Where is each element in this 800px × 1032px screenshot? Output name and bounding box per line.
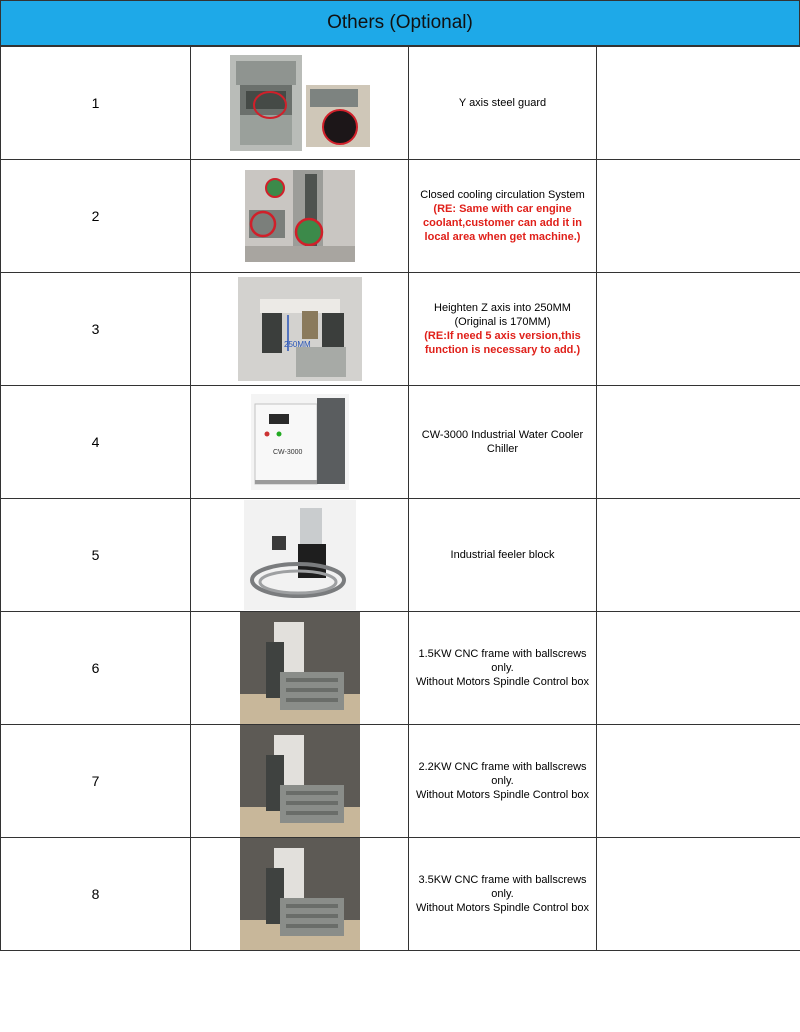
description-line: Without Motors Spindle Control box [415,789,590,801]
product-photo-cell [191,47,409,160]
table-row [1,612,800,725]
table-row [1,386,800,499]
remark-line: coolant,customer can add it in [423,217,582,229]
empty-cell [597,612,800,725]
table-row [1,838,800,951]
row-number: 3 [1,273,191,386]
empty-cell [597,838,800,951]
table-row [1,273,800,386]
y-axis-guard-photo [230,55,370,151]
row-number: 5 [1,499,191,612]
empty-cell [597,386,800,499]
description-line: Without Motors Spindle Control box [415,902,590,914]
product-photo-cell [191,499,409,612]
product-photo-cell [191,386,409,499]
description-cell [409,273,597,386]
row-number: 8 [1,838,191,951]
feeler-block-photo [244,500,356,610]
description-line: (Original is 170MM) [454,316,551,328]
description-line: only. [491,888,514,900]
description-line: 2.2KW CNC frame with ballscrews [418,761,587,773]
row-number: 4 [1,386,191,499]
remark-line: local area when get machine.) [424,231,581,243]
empty-cell [597,273,800,386]
empty-cell [597,499,800,612]
z-height-label: 250MM [283,340,311,349]
description-line: Closed cooling circulation System [420,189,585,201]
cnc-frame-photo [240,612,360,724]
z-axis-photo [238,277,362,381]
description-cell [409,386,597,499]
product-photo-cell [191,273,409,386]
table-row [1,47,800,160]
description-line: Heighten Z axis into 250MM [434,302,571,314]
description-line: 1.5KW CNC frame with ballscrews [418,648,587,660]
water-chiller-photo [251,394,349,490]
description-line: 3.5KW CNC frame with ballscrews [418,874,587,886]
table-row [1,160,800,273]
row-number: 6 [1,612,191,725]
description-cell [409,499,597,612]
empty-cell [597,47,800,160]
description-cell [409,612,597,725]
description-line: Industrial feeler block [450,549,555,561]
table-row [1,499,800,612]
cnc-frame-photo [240,725,360,837]
options-table [0,46,800,951]
row-number: 1 [1,47,191,160]
empty-cell [597,160,800,273]
description-line: only. [491,775,514,787]
chiller-model-label: CW-3000 [272,449,302,456]
description-cell [409,725,597,838]
description-line: CW-3000 Industrial Water Cooler [421,429,584,441]
cnc-frame-photo [240,838,360,950]
description-line: Chiller [486,443,519,455]
remark-line: (RE: Same with car engine [433,203,572,215]
description-line: Y axis steel guard [458,97,547,109]
remark-line: function is necessary to add.) [424,344,581,356]
description-line: Without Motors Spindle Control box [415,676,590,688]
cooling-system-photo [245,170,355,262]
empty-cell [597,725,800,838]
description-line: only. [491,662,514,674]
remark-line: (RE:If need 5 axis version,this [424,330,581,342]
product-photo-cell [191,838,409,951]
row-number: 2 [1,160,191,273]
product-photo-cell [191,612,409,725]
table-title: Others (Optional) [0,0,800,46]
row-number: 7 [1,725,191,838]
product-photo-cell [191,160,409,273]
description-cell [409,160,597,273]
description-cell [409,838,597,951]
product-photo-cell [191,725,409,838]
table-row [1,725,800,838]
description-cell [409,47,597,160]
